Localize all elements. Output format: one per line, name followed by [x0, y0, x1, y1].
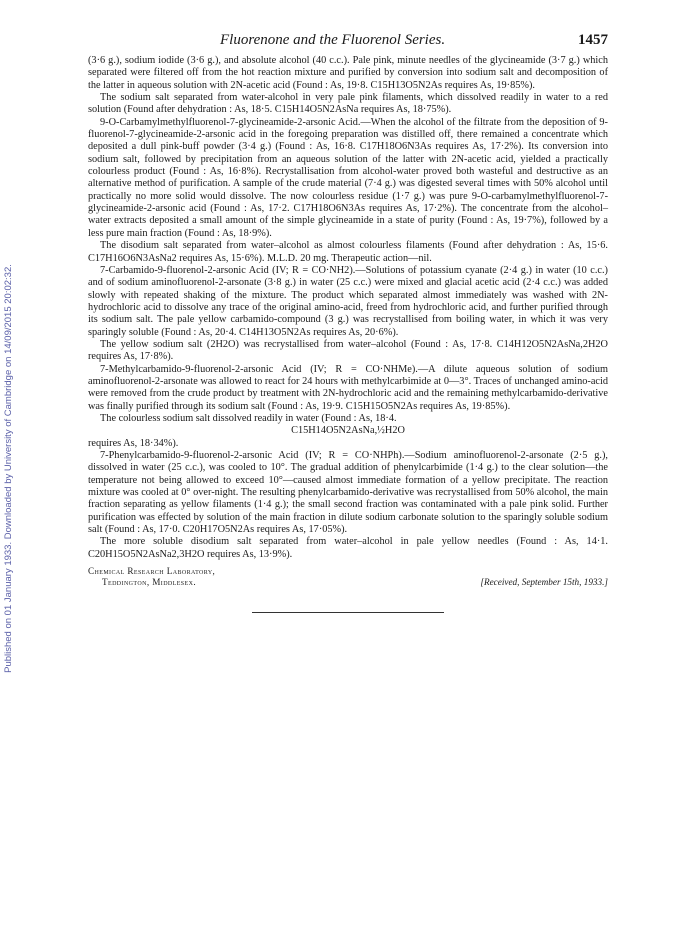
paragraph: 9-O-Carbamylmethylfluorenol-7-glycineamide-2-arsonic Acid.—When the alcohol of the filtrate from the deposition of 9-fluorenol-7-glycineamide-2-arsonic acid in the foregoing preparation was distilled off, there remained a concentrate which deposited a dull pink-buff powder (3·4 g.) (Found : As, 16·8. C17H18O6N3As requires As, 17·2%). Its conversion into sodium salt, followed by precipitation from an aqueous solution of the latter with 2N-acetic acid, yielded a practically colourless product (Found : As, 16·8%). Recrystallisation from alcohol-water proved both wasteful and destructive as an alternative method of purification. A sample of the crude material (7·4 g.) was digested several times with 50% alcohol until practically no more solid would dissolve. The now colourless residue (1·7 g.) was pure 9-O-carbamylmethylfluorenol-7-glycineamide-2-arsonic acid (Found : As, 17·2. C17H18O6N3As requires As, 17·2%). The concentrate from the alcohol–water extracts deposited a small amount of the simple glycineamide in a state of purity (Found : As, 19·7%), followed by a less pure main fraction (Found : As, 18·9%). [88, 116, 608, 239]
page-number: 1457 [578, 32, 608, 48]
running-head-title: Fluorenone and the Fluorenol Series. [220, 32, 446, 48]
paragraph: 7-Methylcarbamido-9-fluorenol-2-arsonic Acid (IV; R = CO·NHMe).—A dilute aqueous solution of sodium aminofluorenol-2-arsonate was allowed to react for 24 hours with methylcarbimide at 0—3°. Traces of unchanged amino-acid were removed from the crude product by treatment with 2N-hydrochloric acid and the remaining methylcarbamido-derivative was finally purified through its sodium salt (Found : As, 19·9. C15H15O5N2As requires As, 19·85%). [88, 363, 608, 412]
download-watermark [0, 0, 16, 936]
body-text [88, 55, 608, 561]
paragraph: The yellow sodium salt (2H2O) was recrystallised from water–alcohol (Found : As, 17·8. C14H12O5N2AsNa,2H2O requires As, 17·8%). [88, 338, 608, 363]
paragraph: The more soluble disodium salt separated from water–alcohol in pale yellow needles (Found : As, 14·1. C20H15O5N2AsNa2,3H2O requires As, 13·9%). [88, 536, 608, 560]
paragraph: The disodium salt separated from water–alcohol as almost colourless filaments (Found after dehydration : As, 15·6. C17H16O6N3AsNa2 requires As, 15·6%). M.L.D. 20 mg. Therapeutic action—nil. [88, 240, 608, 264]
paragraph: 7-Phenylcarbamido-9-fluorenol-2-arsonic Acid (IV; R = CO·NHPh).—Sodium aminofluorenol-2-arsonate (2·5 g.), dissolved in water (25 c.c.), was cooled to 10°. The gradual addition of phenylcarbimide (1·4 g.) to the clear solution—the temperature not being allowed to exceed 10°—caused almost immediate formation of a yellow precipitate. The reaction mixture was cooled at 0° over-night. The resulting phenylcarbamido-derivative was recrystallised from 50% alcohol, the main fraction separating as yellow filaments (1·4 g.); the small second fraction was contaminated with a pale pink solid. Further purification was effected by solution of the main fraction in dilute sodium carbonate solution to the sparingly soluble sodium salt (Found : As, 17·0. C20H17O5N2As requires As, 17·05%). [88, 450, 608, 536]
laboratory-name: Chemical Research Laboratory, [88, 566, 216, 577]
laboratory-address [88, 566, 215, 588]
paragraph: The sodium salt separated from water-alcohol in very pale pink filaments, which dissolved readily in water to a red solution (Found after dehydration : As, 18·5. C15H14O5N2AsNa requires As, 18·75%). [88, 92, 608, 116]
paragraph-continuation: requires As, 18·34%). [88, 437, 179, 449]
paragraph: 7-Carbamido-9-fluorenol-2-arsonic Acid (IV; R = CO·NH2).—Solutions of potassium cyanate (2·4 g.) in water (10 c.c.) and of sodium aminofluorenol-2-arsonate (3·8 g.) in water (25 c.c.) were mixed and glacial acetic acid (2·4 c.c.) was added slowly with repeated shaking of the mixture. The product which separated almost immediately was washed with 2N-hydrochloric acid to dissolve any trace of the original amino-acid, freed from hydrochloric acid, and further purified through its sodium salt. The pale yellow carbamido-compound (3 g.) was recrystallised from boiling water, in which it was very sparingly soluble (Found : As, 20·4. C14H13O5N2As requires As, 20·6%). [88, 264, 608, 338]
received-date: [Received, September 15th, 1933.] [480, 577, 608, 588]
end-rule [252, 612, 444, 613]
paragraph: The colourless sodium salt dissolved readily in water (Found : As, 18·4. [100, 412, 397, 424]
running-head [88, 32, 608, 49]
watermark-text: Published on 01 January 1933. Downloaded by University of Cambridge on 14/09/2015 20:02:32. [2, 263, 14, 673]
paragraph: (3·6 g.), sodium iodide (3·6 g.), and absolute alcohol (40 c.c.). Pale pink, minute needles of the glycineamide (3·7 g.) which separated were filtered off from the hot reaction mixture and purified by conversion into sodium salt and decomposition of the latter in aqueous solution with 2N-acetic acid (Found : As, 19·8. C15H13O5N2As requires As, 19·85%). [88, 55, 608, 91]
formula-line: C15H14O5N2AsNa,½H2O [291, 425, 405, 437]
laboratory-location: Teddington, Middlesex. [102, 577, 197, 588]
article-footer [88, 566, 608, 588]
journal-page [88, 32, 608, 613]
